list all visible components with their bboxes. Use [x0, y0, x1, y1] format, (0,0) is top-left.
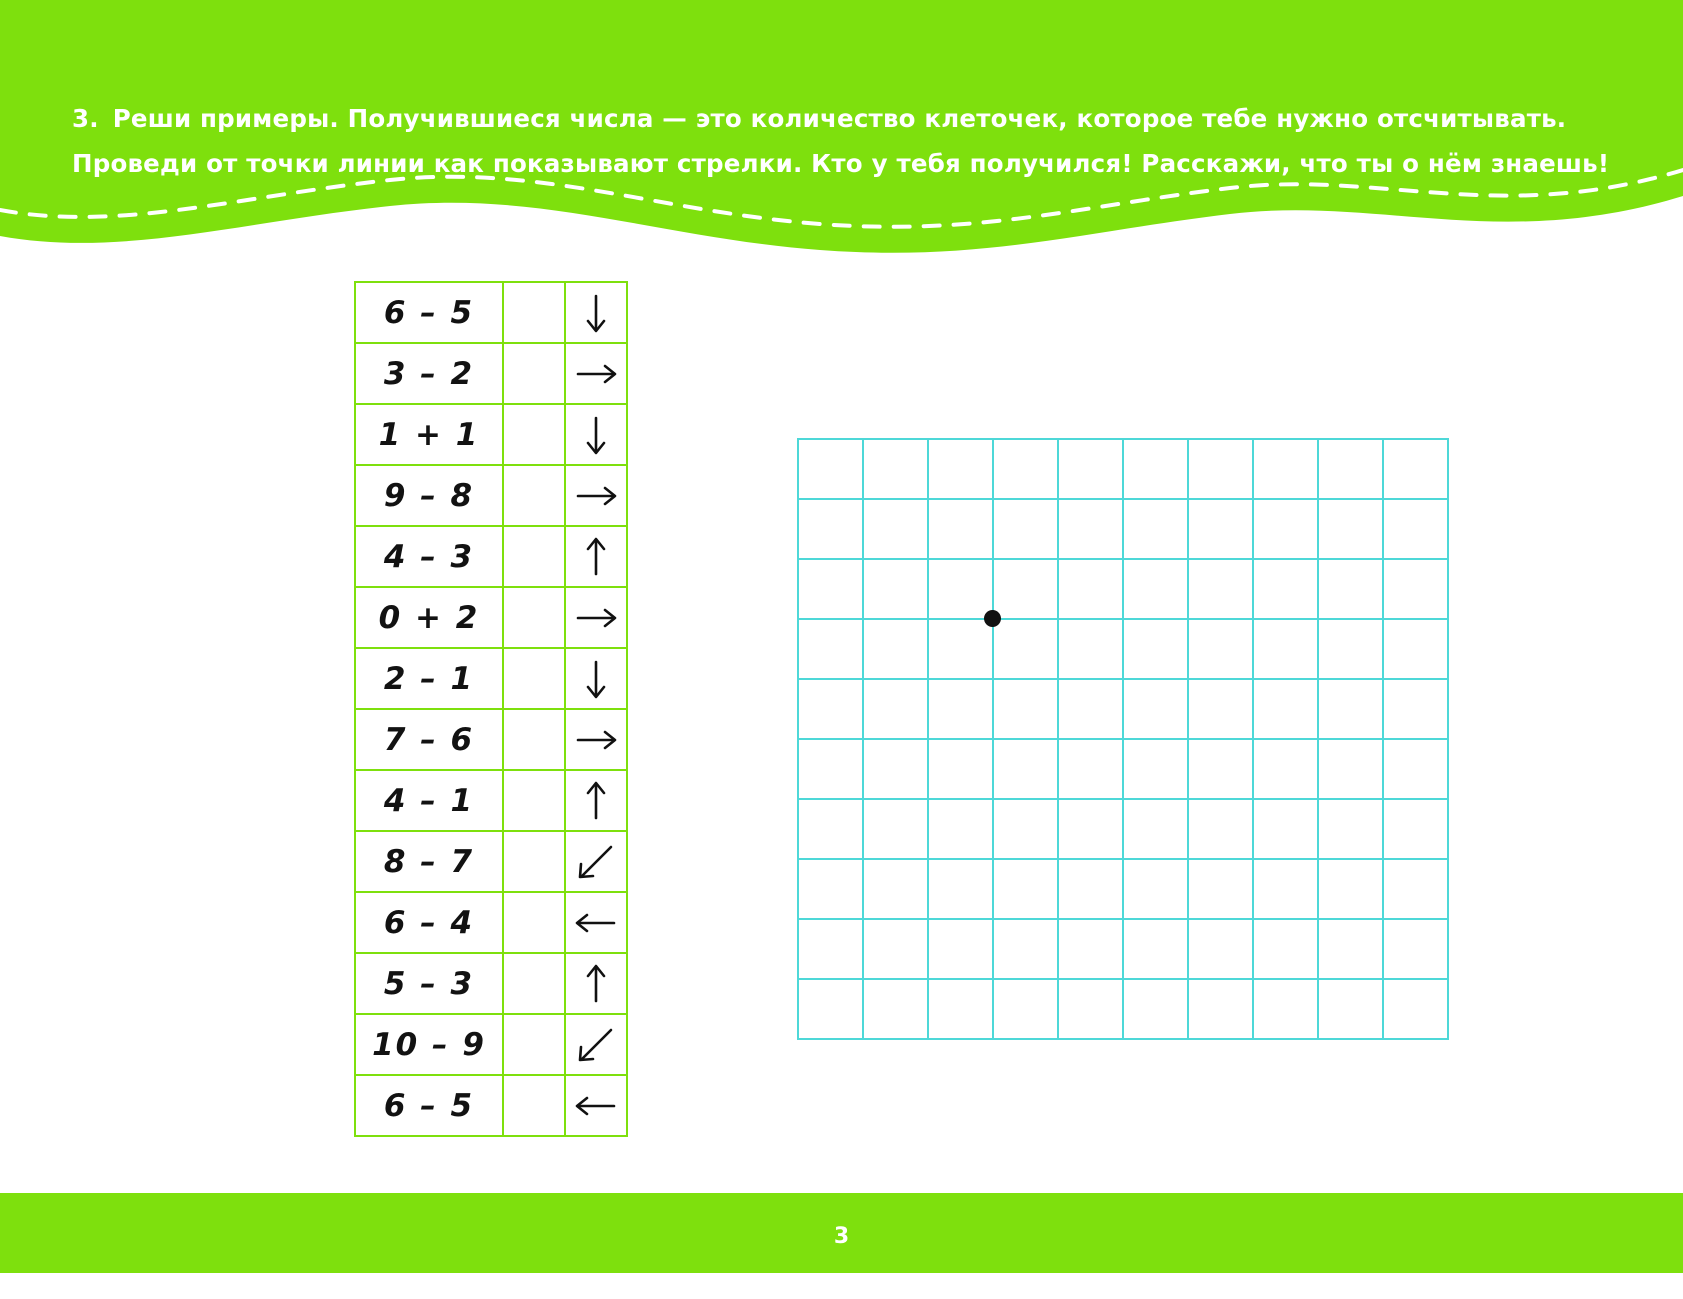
grid-cell[interactable] [863, 859, 928, 919]
table-row [355, 282, 627, 343]
grid-cell[interactable] [798, 919, 863, 979]
grid-cell[interactable] [1383, 799, 1448, 859]
grid-cell[interactable] [1383, 499, 1448, 559]
arrow-left-icon [565, 892, 627, 953]
grid-cell[interactable] [1058, 619, 1123, 679]
grid-cell[interactable] [1123, 439, 1188, 499]
grid-cell[interactable] [1383, 919, 1448, 979]
table-row [355, 770, 627, 831]
grid-cell[interactable] [993, 679, 1058, 739]
grid-cell[interactable] [1318, 439, 1383, 499]
expression-cell: 6 – 5 [355, 282, 503, 343]
grid-cell[interactable] [993, 739, 1058, 799]
grid-cell[interactable] [1383, 439, 1448, 499]
grid-cell[interactable] [1058, 799, 1123, 859]
grid-cell[interactable] [1253, 559, 1318, 619]
arrow-up-icon [565, 770, 627, 831]
answer-cell[interactable] [503, 282, 565, 343]
instruction-text [72, 96, 1612, 186]
expression-cell: 1 + 1 [355, 404, 503, 465]
answer-cell[interactable] [503, 465, 565, 526]
grid-cell[interactable] [863, 799, 928, 859]
arrow-left-icon [565, 1075, 627, 1136]
expression-cell: 8 – 7 [355, 831, 503, 892]
table-row [355, 648, 627, 709]
grid-cell[interactable] [798, 619, 863, 679]
grid-cell[interactable] [993, 859, 1058, 919]
grid-cell[interactable] [1383, 619, 1448, 679]
grid-cell[interactable] [863, 559, 928, 619]
grid-cell[interactable] [1188, 439, 1253, 499]
expression-cell: 4 – 3 [355, 526, 503, 587]
expression-cell: 0 + 2 [355, 587, 503, 648]
grid-row [798, 919, 1448, 979]
expression-cell: 5 – 3 [355, 953, 503, 1014]
grid-cell[interactable] [993, 439, 1058, 499]
grid-cell[interactable] [1188, 979, 1253, 1039]
grid-cell[interactable] [1188, 559, 1253, 619]
grid-cell[interactable] [928, 919, 993, 979]
expression-cell: 2 – 1 [355, 648, 503, 709]
grid-cell[interactable] [798, 799, 863, 859]
grid-cell[interactable] [1188, 619, 1253, 679]
grid-row [798, 619, 1448, 679]
page-number: 3 [833, 1224, 850, 1249]
grid-cell[interactable] [863, 739, 928, 799]
grid-cell[interactable] [798, 499, 863, 559]
answer-cell[interactable] [503, 1014, 565, 1075]
grid-cell[interactable] [863, 619, 928, 679]
grid-cell[interactable] [1383, 559, 1448, 619]
answer-cell[interactable] [503, 831, 565, 892]
expression-cell: 10 – 9 [355, 1014, 503, 1075]
grid-row [798, 799, 1448, 859]
arrow-right-icon [565, 709, 627, 770]
grid-row [798, 979, 1448, 1039]
grid-cell[interactable] [928, 499, 993, 559]
arrow-right-icon [565, 587, 627, 648]
instruction-line-2: Проведи от точки линии как показывают стрелки. Кто у тебя получился! Расскажи, что ты о нём знаешь! [72, 149, 1610, 178]
grid-cell[interactable] [863, 979, 928, 1039]
arrow-down-left-icon [565, 831, 627, 892]
grid-cell[interactable] [1253, 739, 1318, 799]
grid-row [798, 859, 1448, 919]
grid-cell[interactable] [1383, 859, 1448, 919]
grid-cell[interactable] [863, 679, 928, 739]
grid-cell[interactable] [1123, 979, 1188, 1039]
grid-cell[interactable] [1318, 679, 1383, 739]
grid-cell[interactable] [1123, 619, 1188, 679]
table-row [355, 709, 627, 770]
grid-cell[interactable] [928, 619, 993, 679]
grid-row [798, 679, 1448, 739]
grid-cell[interactable] [798, 979, 863, 1039]
arrow-right-icon [565, 343, 627, 404]
grid-cell[interactable] [1123, 859, 1188, 919]
grid-cell[interactable] [1318, 739, 1383, 799]
grid-cell[interactable] [993, 619, 1058, 679]
grid-cell[interactable] [1123, 679, 1188, 739]
answer-cell[interactable] [503, 404, 565, 465]
table-row [355, 404, 627, 465]
grid-cell[interactable] [1123, 799, 1188, 859]
grid-cell[interactable] [1188, 679, 1253, 739]
grid-cell[interactable] [1383, 739, 1448, 799]
table-row [355, 1014, 627, 1075]
grid-cell[interactable] [993, 799, 1058, 859]
grid-cell[interactable] [1123, 499, 1188, 559]
answer-cell[interactable] [503, 953, 565, 1014]
grid-cell[interactable] [1318, 979, 1383, 1039]
arrow-down-icon [565, 404, 627, 465]
grid-cell[interactable] [1253, 919, 1318, 979]
table-row [355, 1075, 627, 1136]
examples-table [354, 281, 628, 1137]
table-row [355, 892, 627, 953]
grid-cell[interactable] [993, 979, 1058, 1039]
grid-cell[interactable] [1253, 439, 1318, 499]
grid-cell[interactable] [1253, 619, 1318, 679]
grid-cell[interactable] [1188, 739, 1253, 799]
arrow-up-icon [565, 526, 627, 587]
arrow-down-icon [565, 648, 627, 709]
grid-cell[interactable] [1383, 979, 1448, 1039]
grid-cell[interactable] [1188, 799, 1253, 859]
answer-cell[interactable] [503, 892, 565, 953]
table-row [355, 831, 627, 892]
grid-cell[interactable] [798, 859, 863, 919]
grid-table [797, 438, 1449, 1040]
grid-cell[interactable] [1253, 979, 1318, 1039]
grid-cell[interactable] [1253, 499, 1318, 559]
task-number: 3. [72, 104, 99, 133]
expression-cell: 6 – 5 [355, 1075, 503, 1136]
grid-cell[interactable] [1253, 799, 1318, 859]
grid-row [798, 499, 1448, 559]
grid-cell[interactable] [1123, 919, 1188, 979]
expression-cell: 3 – 2 [355, 343, 503, 404]
grid-cell[interactable] [1188, 919, 1253, 979]
grid-cell[interactable] [1318, 919, 1383, 979]
answer-cell[interactable] [503, 1075, 565, 1136]
grid-cell[interactable] [1318, 559, 1383, 619]
grid-cell[interactable] [928, 439, 993, 499]
arrow-up-icon [565, 953, 627, 1014]
grid-cell[interactable] [863, 919, 928, 979]
table-row [355, 465, 627, 526]
table-row [355, 953, 627, 1014]
grid-row [798, 739, 1448, 799]
answer-cell[interactable] [503, 770, 565, 831]
answer-cell[interactable] [503, 526, 565, 587]
grid-cell[interactable] [1253, 679, 1318, 739]
grid-cell[interactable] [1123, 559, 1188, 619]
grid-cell[interactable] [993, 559, 1058, 619]
grid-cell[interactable] [1058, 439, 1123, 499]
grid-cell[interactable] [1058, 979, 1123, 1039]
grid-cell[interactable] [928, 679, 993, 739]
grid-cell[interactable] [1383, 679, 1448, 739]
grid-cell[interactable] [1318, 619, 1383, 679]
answer-cell[interactable] [503, 709, 565, 770]
expression-cell: 9 – 8 [355, 465, 503, 526]
grid-row [798, 559, 1448, 619]
grid-cell[interactable] [928, 799, 993, 859]
grid-cell[interactable] [798, 739, 863, 799]
grid-cell[interactable] [863, 499, 928, 559]
grid-cell[interactable] [863, 439, 928, 499]
grid-row [798, 439, 1448, 499]
grid-cell[interactable] [993, 499, 1058, 559]
arrow-down-icon [565, 282, 627, 343]
grid-cell[interactable] [798, 559, 863, 619]
arrow-down-left-icon [565, 1014, 627, 1075]
grid-cell[interactable] [1188, 859, 1253, 919]
grid-cell[interactable] [993, 919, 1058, 979]
start-point-dot[interactable] [928, 559, 993, 619]
examples-table-body [355, 282, 627, 1136]
expression-cell: 7 – 6 [355, 709, 503, 770]
grid-cell[interactable] [1188, 499, 1253, 559]
grid-cell[interactable] [1058, 859, 1123, 919]
grid-cell[interactable] [928, 739, 993, 799]
table-row [355, 526, 627, 587]
expression-cell: 6 – 4 [355, 892, 503, 953]
table-row [355, 343, 627, 404]
grid-cell[interactable] [1318, 859, 1383, 919]
answer-cell[interactable] [503, 587, 565, 648]
answer-cell[interactable] [503, 648, 565, 709]
grid-cell[interactable] [928, 859, 993, 919]
answer-cell[interactable] [503, 343, 565, 404]
grid-cell[interactable] [798, 679, 863, 739]
table-row [355, 587, 627, 648]
grid-cell[interactable] [1058, 499, 1123, 559]
arrow-right-icon [565, 465, 627, 526]
grid-cell[interactable] [1058, 919, 1123, 979]
grid-cell[interactable] [1318, 499, 1383, 559]
grid-cell[interactable] [1058, 679, 1123, 739]
grid-cell[interactable] [1058, 739, 1123, 799]
instruction-line-1: Реши примеры. Получившиеся числа — это количество клеточек, которое тебе нужно отсчитывать. [112, 104, 1567, 133]
worksheet-grid [797, 438, 1449, 1040]
grid-cell[interactable] [1058, 559, 1123, 619]
grid-cell[interactable] [798, 439, 863, 499]
grid-cell[interactable] [1253, 859, 1318, 919]
grid-body [798, 439, 1448, 1039]
grid-cell[interactable] [928, 979, 993, 1039]
expression-cell: 4 – 1 [355, 770, 503, 831]
grid-cell[interactable] [1123, 739, 1188, 799]
grid-cell[interactable] [1318, 799, 1383, 859]
top-banner [0, 0, 1683, 270]
